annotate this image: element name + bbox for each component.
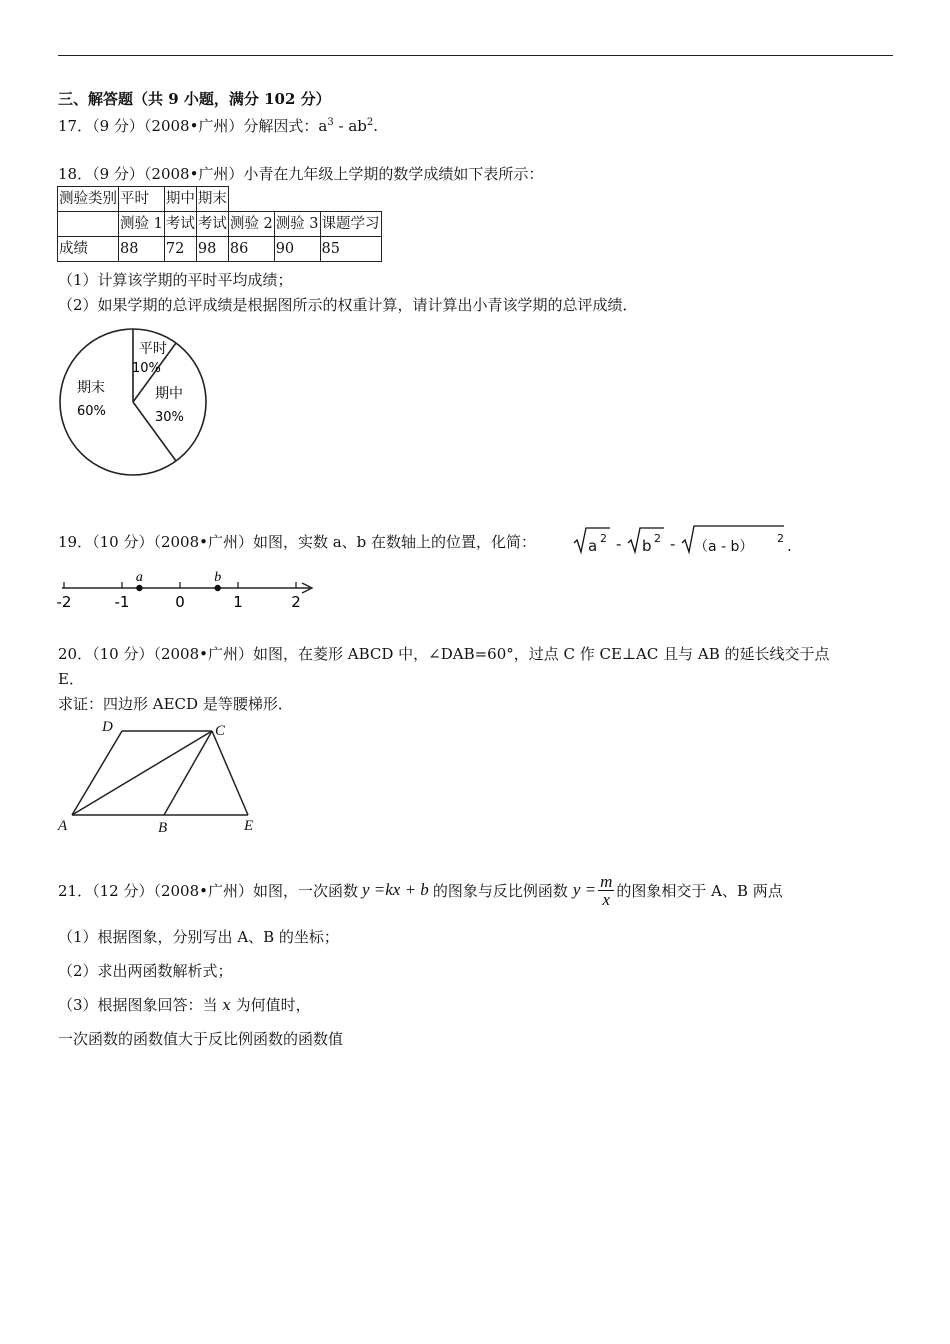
pie-pct-final: 60% (77, 404, 106, 419)
q21-part-3-a: （3）根据图象回答：当 (58, 996, 218, 1014)
number-line (52, 568, 322, 614)
question-19-stem: 19．（10 分）（2008•广州）如图，实数 a、b 在数轴上的位置，化简： (58, 533, 537, 551)
q21-inverse-fraction (598, 873, 614, 908)
table-value: 72 (164, 237, 196, 262)
table-subheader: 考试 (196, 212, 228, 237)
table-value: 88 (119, 237, 165, 262)
pie-pct-normal: 10% (132, 361, 161, 376)
table-empty-cell (228, 187, 274, 212)
point-b (215, 585, 221, 591)
table-empty-cell (274, 187, 320, 212)
fraction-denominator: x (602, 889, 611, 909)
question-17 (58, 115, 378, 136)
weight-pie-chart (55, 325, 215, 485)
pie-label-midterm: 期中 (155, 386, 183, 402)
expr-a-exp: 2 (600, 532, 607, 545)
point-label-a: a (135, 570, 143, 585)
axis-ticks (57, 582, 301, 611)
point-label-C: C (215, 723, 226, 739)
axis-tick-label: 2 (291, 593, 301, 611)
table-subheader: 测验 2 (228, 212, 274, 237)
point-a (136, 585, 142, 591)
q17-prefix: 17．（9 分）（2008•广州）分解因式：a (58, 117, 328, 135)
table-row (58, 237, 382, 262)
q21-stem-a: 21．（12 分）（2008•广州）如图，一次函数 (58, 881, 358, 900)
radical-expression (572, 522, 802, 558)
table-subheader: 测验 3 (274, 212, 320, 237)
q21-part-3-x: x (222, 996, 231, 1014)
segment-AD (72, 731, 122, 815)
point-label-A: A (58, 818, 68, 834)
q21-stem-c: 的图象相交于 A、B 两点 (616, 881, 783, 900)
question-20-stem-2: E． (58, 670, 84, 688)
q21-part-3 (58, 994, 311, 1015)
axis-tick-label: 1 (233, 593, 243, 611)
point-label-D: D (102, 719, 113, 735)
question-21-stem (58, 870, 783, 910)
table-empty-cell (320, 187, 381, 212)
q17-exponent-2: 2 (366, 117, 374, 128)
fraction-numerator: m (600, 871, 613, 891)
table-value: 98 (196, 237, 228, 262)
pie-label-normal: 平时 (139, 341, 167, 357)
question-20-proof: 求证：四边形 AECD 是等腰梯形． (58, 695, 293, 713)
table-subheader: 课题学习 (320, 212, 381, 237)
point-label-B: B (158, 820, 168, 836)
score-table (57, 186, 382, 262)
q17-exponent-1: 3 (327, 117, 334, 128)
expr-b-exp: 2 (654, 532, 661, 545)
table-subheader: 测验 1 (119, 212, 165, 237)
segment-CE (212, 731, 248, 815)
header-rule (58, 55, 893, 56)
q21-part-3-b: 为何值时， (235, 996, 311, 1014)
expr-ab-exp: 2 (777, 532, 784, 545)
table-header-normal: 平时 (119, 187, 165, 212)
expr-a: a (588, 537, 598, 555)
table-row (58, 212, 382, 237)
q21-part-3-line-2: 一次函数的函数值大于反比例函数的函数值 (58, 1030, 344, 1048)
q21-stem-b: 的图象与反比例函数 (432, 881, 568, 900)
table-subheader: 考试 (164, 212, 196, 237)
table-header-final: 期末 (196, 187, 228, 212)
question-20-stem: 20．（10 分）（2008•广州）如图，在菱形 ABCD 中，∠DAB=60°，过点 C 作 CE⊥AC 且与 AB 的延长线交于点 (58, 645, 830, 663)
q18-part-2: （2）如果学期的总评成绩是根据图所示的权重计算，请计算出小青该学期的总评成绩． (58, 296, 638, 314)
q17-suffix: . (373, 117, 379, 135)
axis-tick-label: -2 (56, 593, 72, 611)
point-label-E: E (244, 818, 254, 834)
q17-mid: - ab (333, 117, 367, 135)
point-label-b: b (214, 570, 222, 585)
q21-part-2: （2）求出两函数解析式； (58, 962, 233, 980)
table-row-label: 成绩 (58, 237, 119, 262)
q18-part-1: （1）计算该学期的平时平均成绩； (58, 271, 293, 289)
segment-AC (72, 731, 212, 815)
table-row (58, 187, 382, 212)
table-value: 90 (274, 237, 320, 262)
table-value: 86 (228, 237, 274, 262)
rhombus-figure (52, 715, 267, 840)
segment-CB (164, 731, 212, 815)
expr-minus-1: - (616, 535, 622, 553)
expr-end: . (787, 537, 792, 555)
table-cell (58, 212, 119, 237)
axis-tick-label: -1 (114, 593, 130, 611)
q21-inverse-lhs: y = (572, 880, 597, 899)
pie-label-final: 期末 (77, 380, 105, 396)
q21-part-1: （1）根据图象，分别写出 A、B 的坐标； (58, 928, 339, 946)
table-value: 85 (320, 237, 381, 262)
question-18-stem: 18．（9 分）（2008•广州）小青在九年级上学期的数学成绩如下表所示： (58, 165, 544, 183)
expr-ab: （a - b） (694, 539, 754, 555)
axis-tick-label: 0 (175, 593, 185, 611)
expr-minus-2: - (670, 535, 676, 553)
expr-b: b (642, 537, 652, 555)
table-header-midterm: 期中 (164, 187, 196, 212)
section-title: 三、解答题（共 9 小题，满分 102 分） (58, 90, 331, 108)
q21-linear-function: y =kx + b (361, 880, 429, 899)
pie-pct-midterm: 30% (155, 410, 184, 425)
table-header-category: 测验类别 (58, 187, 119, 212)
